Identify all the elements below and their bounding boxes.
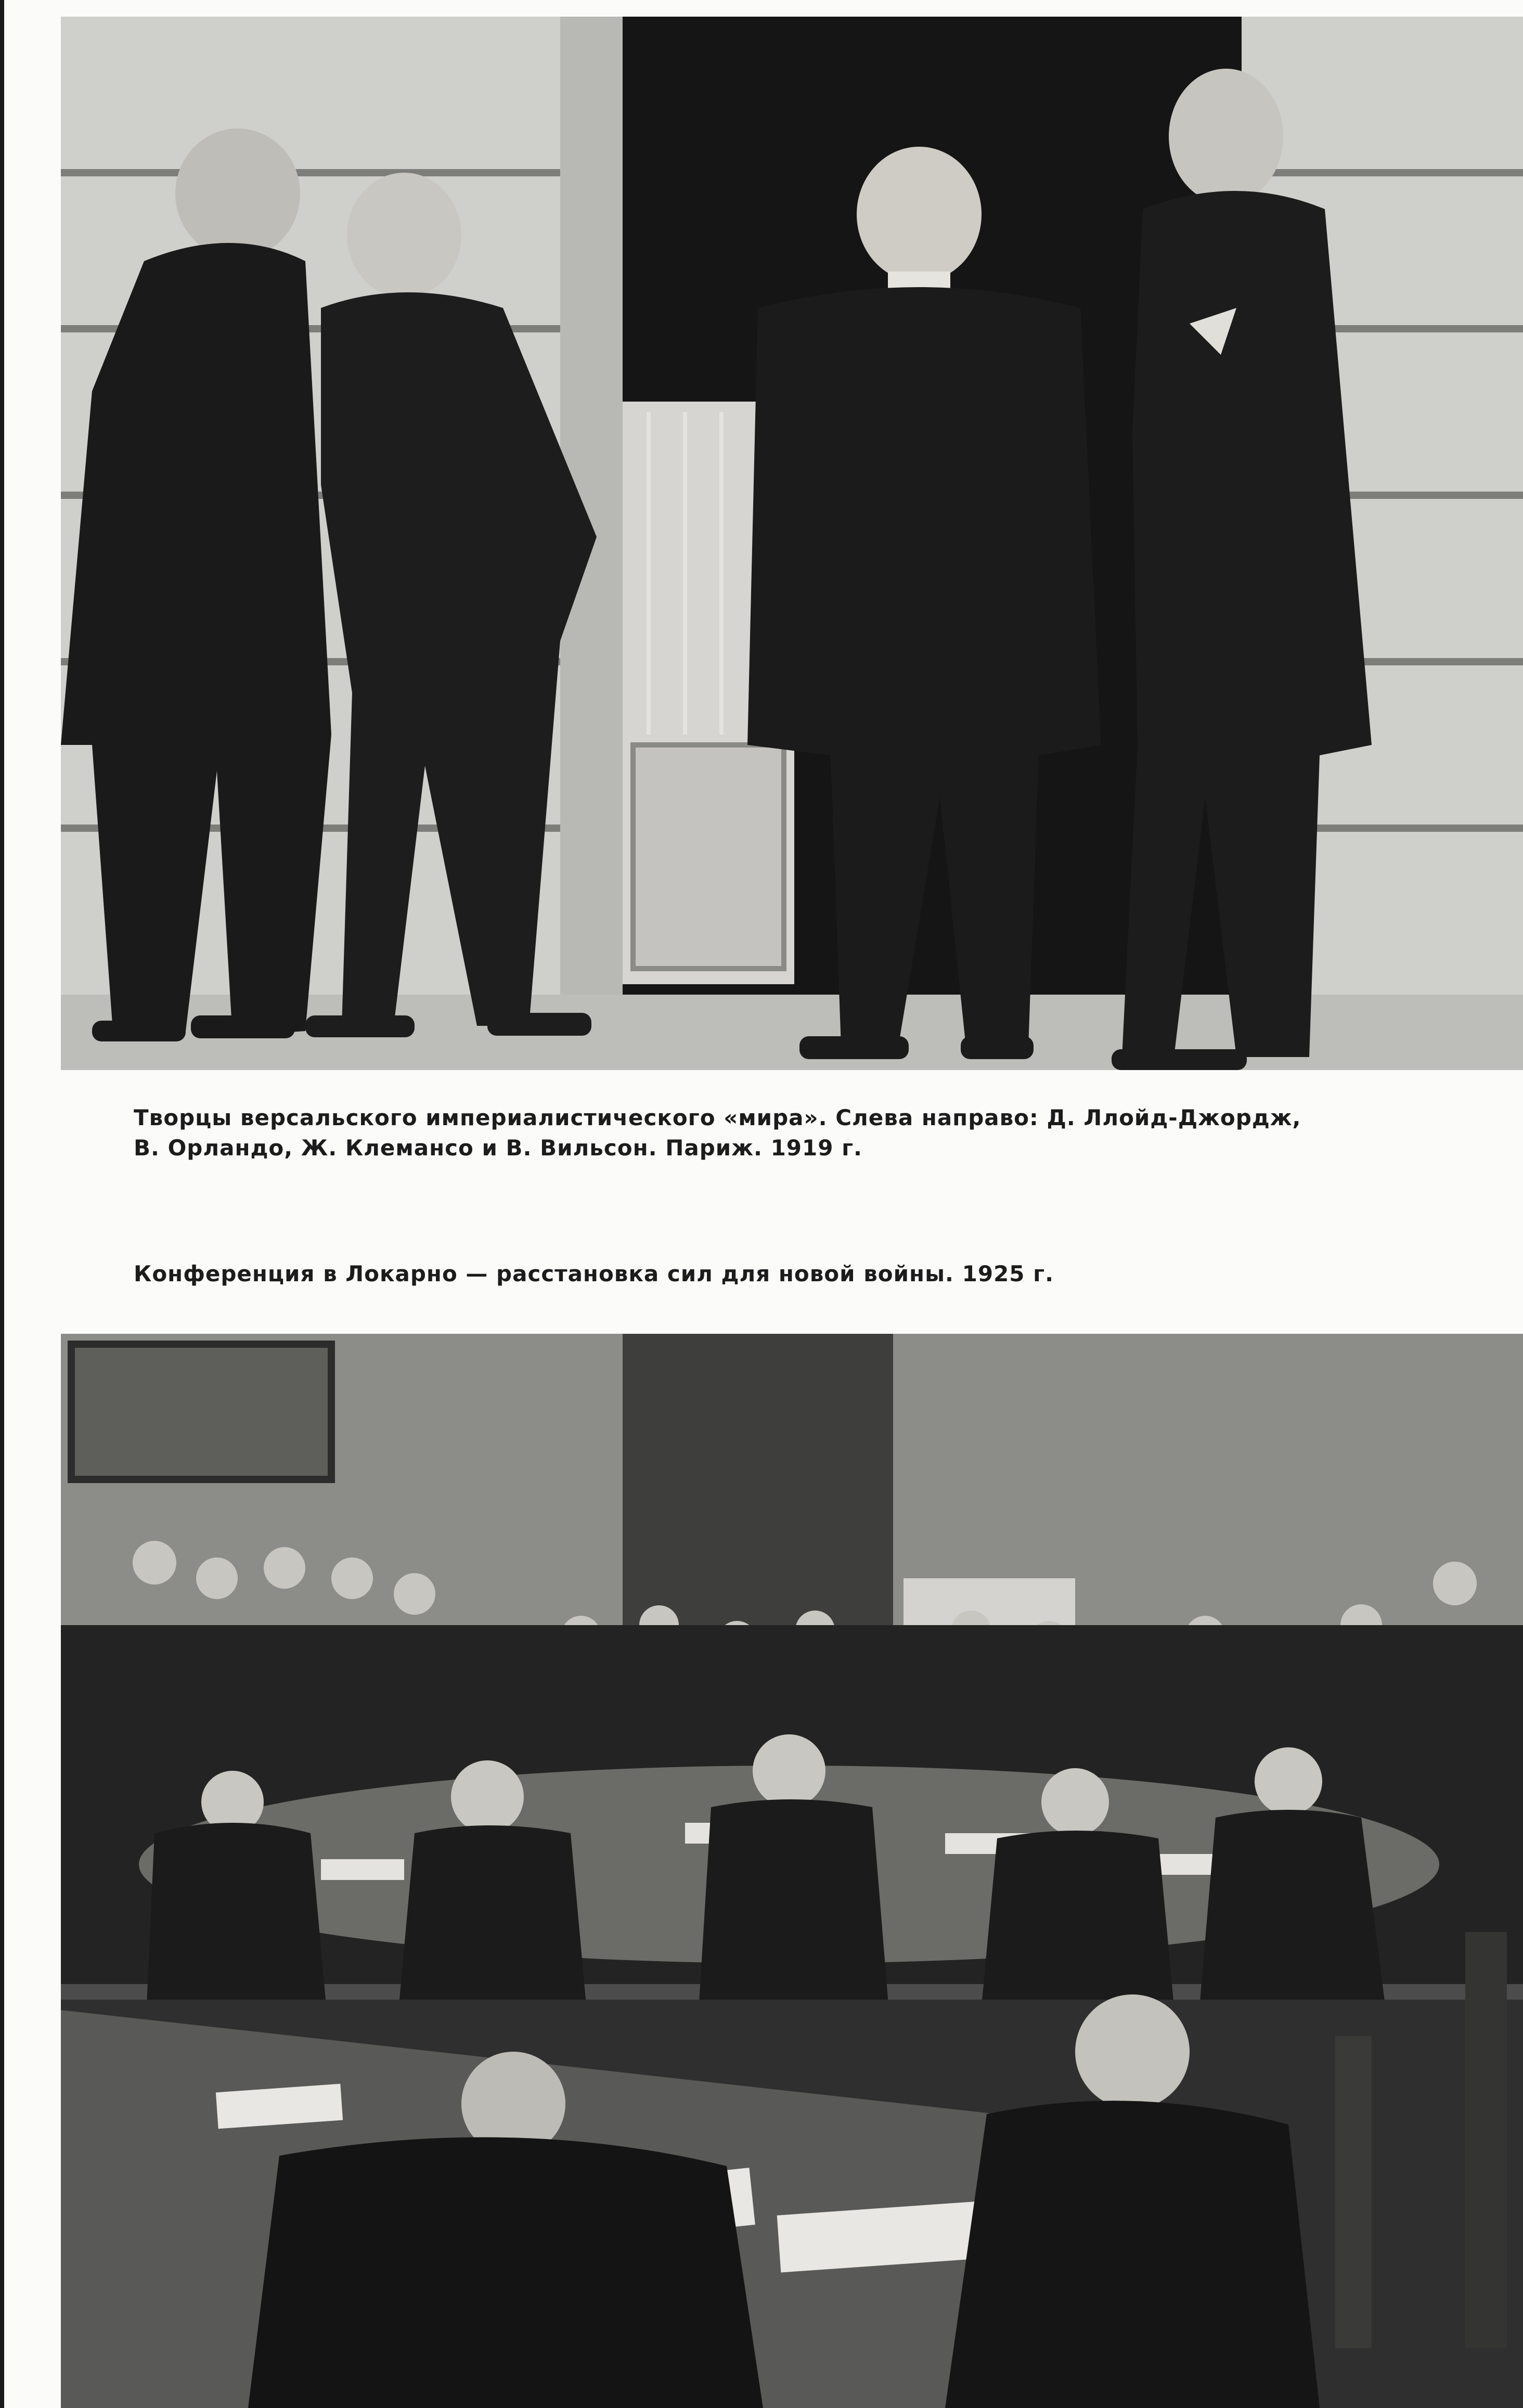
versailles-photo-drawing <box>61 17 1523 1070</box>
versailles-caption <box>134 1103 1382 1163</box>
locarno-photo <box>61 1334 1523 2408</box>
page-edge-shadow <box>0 0 4 2408</box>
locarno-caption: Конференция в Локарно — расстановка сил для новой войны. 1925 г. <box>134 1261 1054 1286</box>
versailles-photo <box>61 17 1523 1070</box>
locarno-photo-drawing <box>61 1334 1523 2408</box>
versailles-caption-line-1: Творцы версальского империалистического «мира». Слева направо: Д. Ллойд-Джордж, <box>134 1105 1301 1130</box>
versailles-caption-line-2: В. Орландо, Ж. Клемансо и В. Вильсон. Париж. 1919 г. <box>134 1135 862 1161</box>
